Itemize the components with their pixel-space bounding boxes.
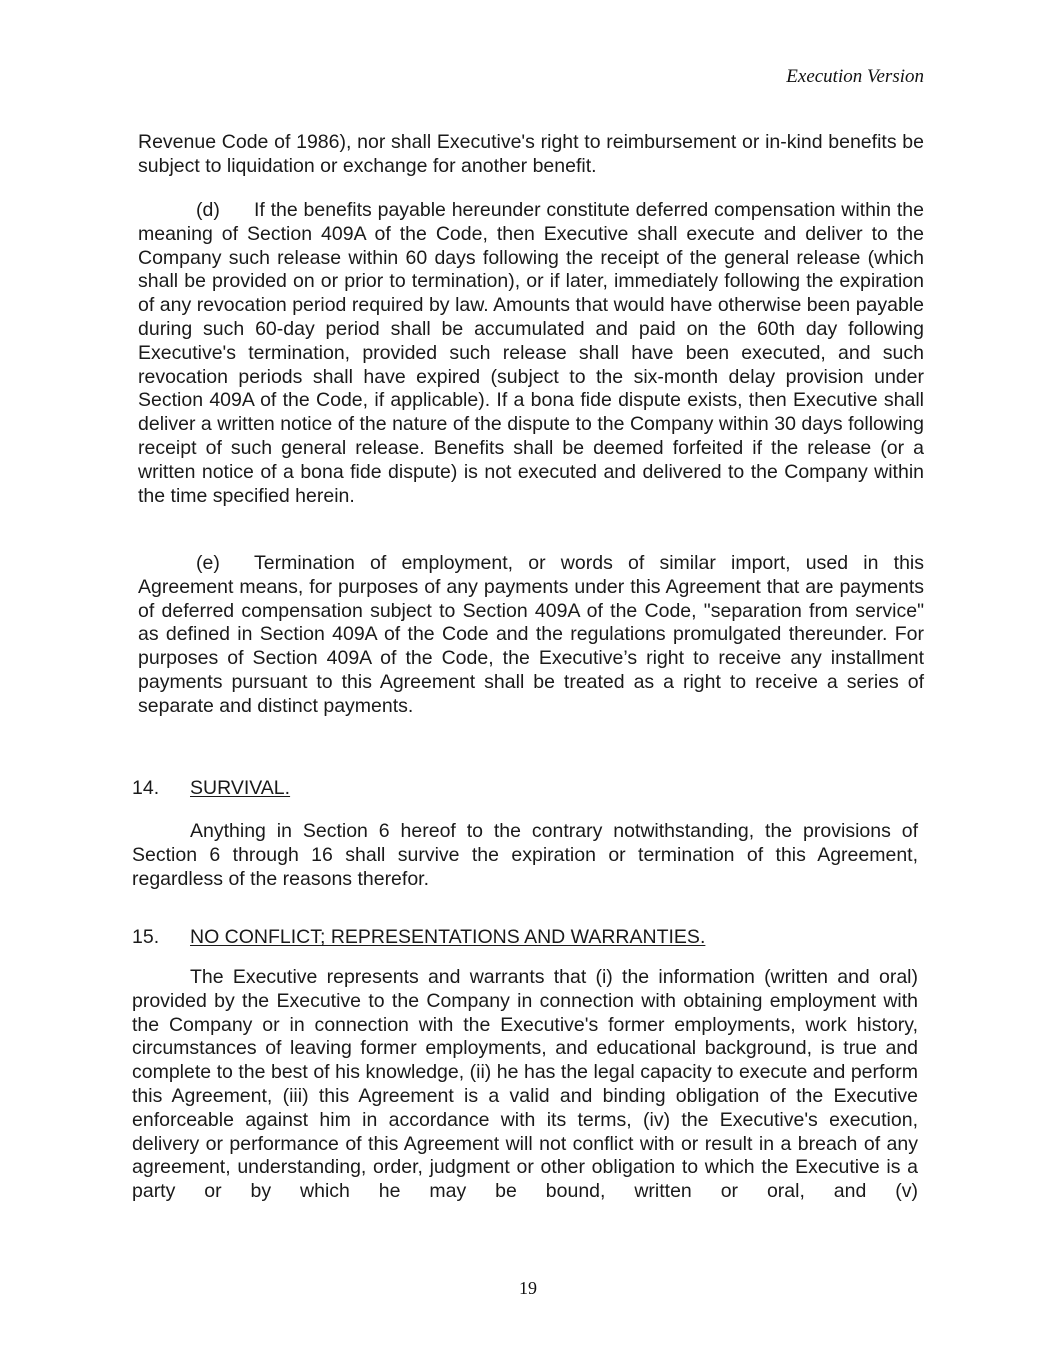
section-14-number: 14. [132,777,160,799]
section-14-body: Anything in Section 6 hereof to the contrary notwithstanding, the provisions of Section 6 through 16 shall survive the expiration or termination of this Agreement, regardless of the reasons therefor. [132,820,918,890]
section-15-title: NO CONFLICT; REPRESENTATIONS AND WARRANTIES. [190,926,706,948]
section-14-heading [132,776,290,800]
page-number: 19 [519,1278,537,1298]
section-15-body: The Executive represents and warrants that (i) the information (written and oral) provided by the Executive to the Company in connection with obtaining employment with the Company or in connection with the Executive's former employments, work history, circumstances of leaving former employments, and educational background, is true and complete to the best of his knowledge, (ii) he has the legal capacity to execute and perform this Agreement, (iii) this Agreement is a valid and binding obligation of the Executive enforceable against him in accordance with its terms, (iv) the Executive's execution, delivery or performance of this Agreement will not conflict with or result in a breach of any agreement, understanding, order, judgment or other obligation to which the Executive is a party or by which he may be bound, written or oral, and (v) [132,966,918,1203]
section-15-number: 15. [132,926,160,948]
continuation-paragraph: Revenue Code of 1986), nor shall Executive's right to reimbursement or in-kind benefits be subject to liquidation or exchange for another benefit. [138,131,924,177]
subsection-e-text: Termination of employment, or words of similar import, used in this Agreement means, for purposes of any payments under this Agreement that are payments of deferred compensation subject to Section 409A of the Code, "separation from service" as defined in Section 409A of the Code and the regulations promulgated thereunder. For purposes of Section 409A of the Code, the Executive’s right to receive any installment payments pursuant to this Agreement shall be treated as a right to receive a series of separate and distinct payments. [138,552,924,717]
header-version-label: Execution Version [786,66,924,87]
subsection-d-paragraph [138,199,924,508]
section-15-heading [132,925,705,949]
subsection-e-paragraph [138,552,924,719]
subsection-e-label: (e) [196,552,220,574]
subsection-d-text: If the benefits payable hereunder constitute deferred compensation within the meaning of Section 409A of the Code, then Executive shall execute and deliver to the Company such release within 60 days following the receipt of the general release (which shall be provided on or prior to termination), or if later, immediately following the expiration of any revocation period required by law. Amounts that would have otherwise been payable during such 60-day period shall be accumulated and paid on the 60th day following Executive's termination, provided such release shall have been executed, and such revocation periods shall have expired (subject to the six-month delay provision under Section 409A of the Code, if applicable). If a bona fide dispute exists, then Executive shall deliver a written notice of the nature of the dispute to the Company within 30 days following receipt of such general release. Benefits shall be deemed forfeited if the release (or a written notice of a bona fide dispute) is not executed and delivered to the Company within the time specified herein. [138,199,924,507]
subsection-d-label: (d) [196,199,220,221]
section-14-title: SURVIVAL. [190,777,291,799]
